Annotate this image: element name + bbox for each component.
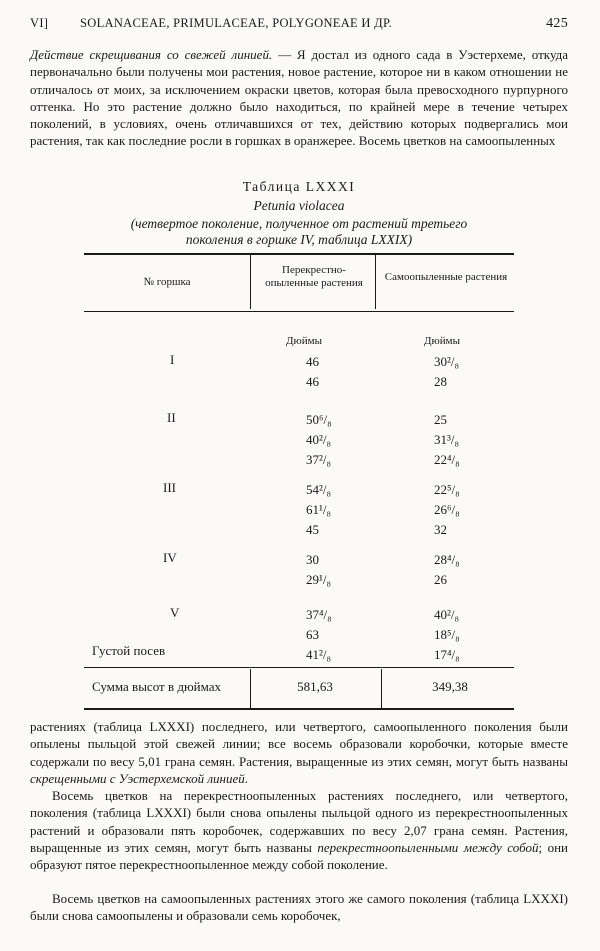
cross-emphasis: перекрестноопыленными между собой — [317, 839, 539, 855]
cross-value: 46 — [306, 354, 319, 369]
cross-value: 46 — [306, 374, 319, 389]
cross-text: Восемь цветков на перекрестноопыленных растениях последнего, или четвертого, поколения (таблица LXXXI) были снова опылены пыльцой одного из перекрестноопыленных растений и образовали пять коробочек, содержавших по весу 2,07 грана семян. Растения, выращенные из этих семян, могут быть названы — [30, 788, 568, 855]
self-values-pot-4 — [434, 550, 460, 590]
sum-cross: 581,63 — [297, 679, 333, 694]
cross-value: 45 — [306, 522, 319, 537]
self-value: 18⁵/₈ — [434, 627, 460, 642]
cross-value: 41²/₈ — [306, 647, 332, 662]
table-sum-rule — [84, 667, 514, 668]
self-value: 26 — [434, 572, 447, 587]
col-divider-1-header — [250, 253, 251, 309]
self-value: 22⁴/₈ — [434, 452, 460, 467]
cross-value: 29¹/₈ — [306, 572, 332, 587]
page-number: 425 — [546, 16, 568, 31]
col-divider-2-header — [375, 253, 376, 309]
pot-label: V — [170, 605, 180, 620]
running-title: SOLANACEAE, PRIMULACEAE, POLYGONEAE И ДР. — [80, 16, 393, 30]
self-value: 17⁴/₈ — [434, 647, 460, 662]
after-table-paragraph — [30, 718, 568, 787]
table-bottom-rule — [84, 708, 514, 710]
self-value: 31³/₈ — [434, 432, 460, 447]
cross-end: ; они образуют пятое перекрестноопыленное между собой поколение. — [30, 839, 568, 873]
after-table-text: растениях (таблица LXXXI) последнего, или четвертого, самоопыленного поколения были опылены пыльцой этой свежей линии; все восемь образовали коробочки, которые вместе содержали по весу 5,01 грана семян. Растения, выращенные из этих семян, могут быть названы — [30, 719, 568, 769]
pot-label: III — [163, 480, 176, 495]
sum-self: 349,38 — [432, 679, 468, 694]
table-header-rule — [84, 311, 514, 312]
table-title: Таблица LXXXI — [242, 179, 356, 194]
cross-values-pot-4 — [306, 550, 331, 590]
col-header-self: Самоопыленные растения — [384, 271, 508, 283]
units-self: Дюймы — [424, 335, 460, 347]
self-value: 30²/₈ — [434, 354, 460, 369]
self-value: 40²/₈ — [434, 607, 460, 622]
col-divider-1-sum — [250, 669, 251, 708]
cross-values-pot-2 — [306, 410, 332, 470]
table-species: Petunia violacea — [253, 198, 345, 213]
table-caption — [30, 216, 568, 248]
self-value: 26⁶/₈ — [434, 502, 460, 517]
intro-heading: Действие скрещивания со свежей линией. — [30, 47, 273, 62]
sum-label: Сумма высот в дюймах — [92, 679, 222, 694]
pot-label: II — [167, 410, 176, 425]
self-value: 25 — [434, 412, 447, 427]
cross-value: 37⁴/₈ — [306, 607, 332, 622]
crowded-sowing-label: Густой посев — [92, 643, 166, 658]
self-value: 22⁵/₈ — [434, 482, 460, 497]
intro-paragraph — [30, 46, 568, 150]
table-caption-line2: поколения в горшке IV, таблица LXXIX) — [185, 232, 413, 247]
cross-value: 61¹/₈ — [306, 502, 332, 517]
cross-value: 50⁶/₈ — [306, 412, 332, 427]
cross-paragraph — [30, 787, 568, 873]
self-value: 32 — [434, 522, 447, 537]
col-divider-2-sum — [381, 669, 382, 708]
cross-value: 54²/₈ — [306, 482, 332, 497]
units-cross: Дюймы — [286, 335, 322, 347]
after-table-emphasis: скрещенными с Уэстерхемской линией — [30, 770, 245, 786]
col-header-pot: № горшка — [143, 276, 191, 288]
cross-value: 30 — [306, 552, 319, 567]
after-table-end: . — [244, 770, 249, 786]
self-values-pot-3 — [434, 480, 460, 540]
cross-values-pot-5 — [306, 605, 332, 665]
self-values-pot-5 — [434, 605, 460, 665]
cross-values-pot-1 — [306, 352, 319, 392]
self-values-pot-1 — [434, 352, 459, 392]
chapter-number: VI] — [30, 16, 49, 30]
table-caption-line1: (четвертое поколение, полученное от растений третьего — [130, 216, 468, 231]
cross-value: 40²/₈ — [306, 432, 332, 447]
table-top-rule — [84, 253, 514, 255]
self-values-pot-2 — [434, 410, 460, 470]
cross-value: 37²/₈ — [306, 452, 332, 467]
running-header — [30, 16, 568, 36]
self-value: 28⁴/₈ — [434, 552, 460, 567]
intro-text: — Я достал из одного сада в Уэстерхеме, откуда первоначально были получены мои растения, новое растение, которое ни в каком отношении не отличалось от моих, за исключением окраски цветов, которая была превосходного пурпурного оттенка. Но это растение должно было находиться, по крайней мере в течение четырех поколений, в условиях, очень отличавшихся от тех, действию которых подвергались мои растения, так как последние росли в горшках в оранжерее. Восемь цветков на самоопыленных — [30, 47, 569, 149]
pot-label: IV — [163, 550, 177, 565]
cross-values-pot-3 — [306, 480, 331, 540]
cross-value: 63 — [306, 627, 319, 642]
self-paragraph: Восемь цветков на самоопыленных растениях этого же самого поколения (таблица LXXXI) были снова самоопылены и образовали семь коробочек, — [30, 891, 568, 924]
pot-label: I — [170, 352, 175, 367]
self-value: 28 — [434, 374, 447, 389]
col-header-cross: Перекрестно-опыленные растения — [265, 264, 363, 289]
